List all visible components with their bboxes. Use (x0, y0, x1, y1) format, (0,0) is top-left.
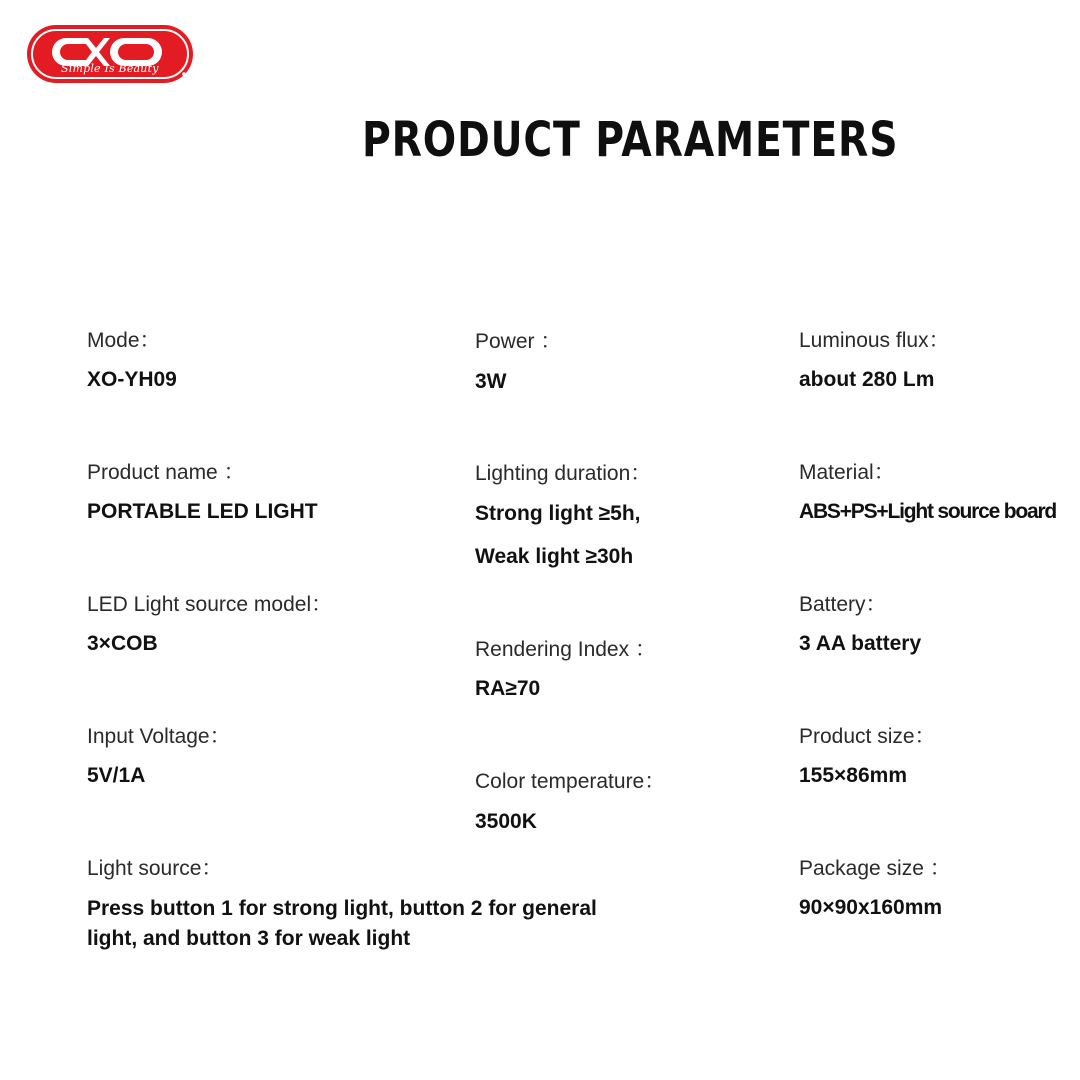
led-model-value: 3×COB (87, 632, 158, 655)
lighting-duration-label: Lighting duration： (475, 462, 652, 485)
product-name-value: PORTABLE LED LIGHT (87, 500, 318, 523)
page-title: PRODUCT PARAMETERS (362, 112, 899, 168)
light-source-value: Press button 1 for strong light, button 2 for general light, and button 3 for weak light (87, 897, 597, 950)
lighting-duration-value-strong: Strong light ≥5h, (475, 502, 641, 525)
product-size-label: Product size： (799, 725, 936, 748)
luminous-flux-value: about 280 Lm (799, 368, 935, 391)
input-voltage-value: 5V/1A (87, 764, 146, 787)
battery-value: 3 AA battery (799, 632, 922, 655)
mode-label: Mode： (87, 329, 161, 352)
lighting-duration-value-weak: Weak light ≥30h (475, 545, 634, 568)
package-size-value: 90×90x160mm (799, 896, 943, 919)
product-name-label: Product name ： (87, 461, 245, 484)
material-value: ABS+PS+Light source board (799, 500, 1057, 523)
battery-label: Battery： (799, 593, 887, 616)
light-source-label: Light source： (87, 857, 223, 880)
product-size-value: 155×86mm (799, 764, 908, 787)
luminous-flux-label: Luminous flux： (799, 329, 950, 352)
rendering-index-value: RA≥70 (475, 677, 541, 700)
mode-value: XO-YH09 (87, 368, 177, 391)
input-voltage-label: Input Voltage： (87, 725, 231, 748)
power-value: 3W (475, 370, 507, 393)
power-label: Power ： (475, 330, 562, 353)
material-label: Material： (799, 461, 895, 484)
led-model-label: LED Light source model： (87, 593, 333, 616)
brand-tagline: Simple Is Beauty (61, 62, 159, 75)
rendering-index-label: Rendering Index ： (475, 638, 656, 661)
package-size-label: Package size ： (799, 857, 951, 880)
color-temperature-value: 3500K (475, 810, 537, 833)
xo-logo-icon (26, 24, 194, 84)
color-temperature-label: Color temperature： (475, 770, 666, 793)
